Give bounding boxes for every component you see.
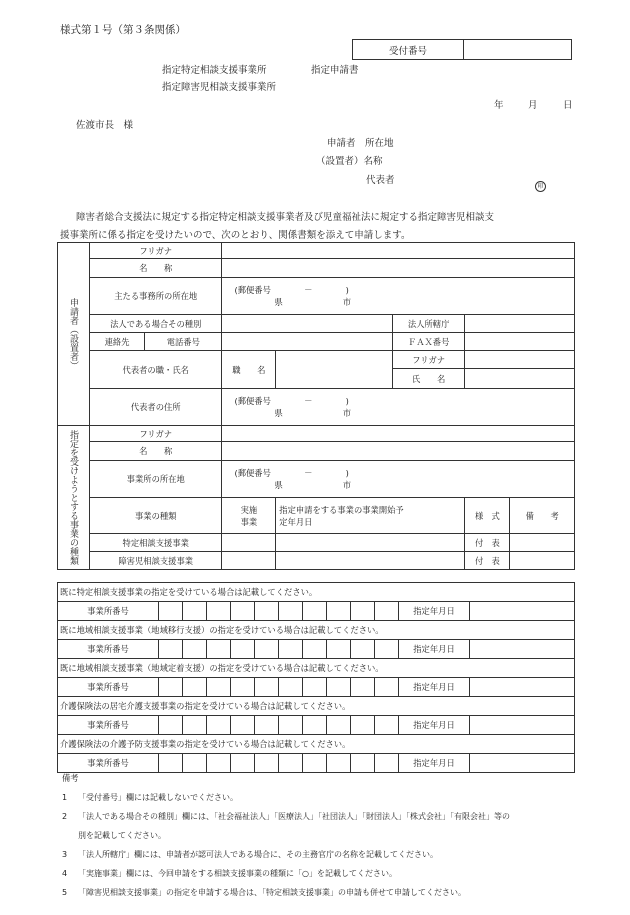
telephone-label: 電話番号	[145, 333, 222, 351]
office-number-digit[interactable]	[327, 754, 351, 773]
biz-furigana-label: フリガナ	[89, 426, 221, 442]
note-number: 5	[62, 888, 68, 897]
office-number-digit[interactable]	[159, 602, 183, 621]
office-number-digit[interactable]	[351, 678, 375, 697]
note-item	[62, 830, 582, 849]
designation-date-label: 指定年月日	[399, 716, 470, 735]
office-number-digit[interactable]	[231, 754, 255, 773]
rep-furigana-field[interactable]	[465, 351, 575, 369]
prior-designation-table	[57, 582, 575, 621]
office-number-digit[interactable]	[207, 678, 231, 697]
office-number-digit[interactable]	[159, 640, 183, 659]
telephone-field[interactable]	[222, 333, 392, 351]
applicant-section-label: 申請者（設置者）	[58, 243, 90, 426]
office-number-digit[interactable]	[183, 754, 207, 773]
office-number-digit[interactable]	[303, 602, 327, 621]
office-number-digit[interactable]	[159, 754, 183, 773]
office-number-digit[interactable]	[183, 716, 207, 735]
biz-furigana-field[interactable]	[222, 426, 575, 442]
biz-address-label: 事業所の所在地	[89, 461, 221, 498]
founder-name-label: （設置者）名称	[316, 156, 383, 167]
prior-designation-table	[57, 734, 575, 773]
contact-label: 連絡先	[89, 333, 144, 351]
prior-designation-table	[57, 620, 575, 659]
office-number-digit[interactable]	[183, 640, 207, 659]
designation-date-label: 指定年月日	[399, 754, 470, 773]
office-number-digit[interactable]	[207, 602, 231, 621]
note-number: 2	[62, 812, 68, 821]
row-specific-consultation: 特定相談支援事業	[89, 534, 221, 552]
seal-mark: 印	[535, 173, 546, 192]
office-number-digit[interactable]	[279, 716, 303, 735]
office-number-digit[interactable]	[303, 678, 327, 697]
note-text: 別を記載してください。	[78, 831, 166, 840]
designation-date-label: 指定年月日	[399, 678, 470, 697]
remarks-header: 備 考	[510, 498, 575, 534]
remarks-field-1[interactable]	[510, 534, 575, 552]
designation-date-field[interactable]	[470, 640, 575, 659]
rep-name-label: 氏 名	[392, 369, 465, 389]
application-form-table	[57, 242, 575, 570]
receipt-number-field[interactable]	[464, 40, 572, 60]
office-number-digit[interactable]	[231, 640, 255, 659]
prior-designation-heading: 介護保険法の居宅介護支援事業の指定を受けている場合は記載してください。	[58, 697, 575, 716]
representative-label: 代表者	[366, 175, 395, 186]
office-number-digit[interactable]	[231, 716, 255, 735]
start-date-field-2[interactable]	[276, 552, 465, 570]
corporation-agency-label: 法人所轄庁	[392, 315, 465, 333]
office-number-digit[interactable]	[327, 716, 351, 735]
note-item	[62, 849, 582, 868]
designation-date-label: 指定年月日	[399, 602, 470, 621]
office-address-field[interactable]: (郵便番号 － ) 県 市	[222, 278, 575, 315]
office-number-digit[interactable]	[375, 678, 399, 697]
office-number-digit[interactable]	[183, 602, 207, 621]
prior-designation-heading: 既に特定相談支援事業の指定を受けている場合は記載してください。	[58, 583, 575, 602]
office-number-digit[interactable]	[255, 640, 279, 659]
office-number-digit[interactable]	[207, 640, 231, 659]
date-year: 年	[494, 100, 504, 111]
date-day: 日	[563, 100, 573, 111]
designation-date-field[interactable]	[470, 716, 575, 735]
title-line-1a: 指定特定相談支援事業所	[162, 65, 267, 76]
office-number-digit[interactable]	[231, 602, 255, 621]
note-item	[62, 811, 582, 830]
office-number-digit[interactable]	[327, 640, 351, 659]
office-number-digit[interactable]	[207, 716, 231, 735]
biz-name-field[interactable]	[222, 442, 575, 461]
intro-line-2: 援事業所に係る指定を受けたいので、次のとおり、関係書類を添えて申請します。	[60, 230, 411, 241]
name-label: 名 称	[89, 259, 221, 278]
notes-list	[62, 792, 582, 906]
office-number-label: 事業所番号	[58, 640, 159, 659]
corporation-agency-field[interactable]	[465, 315, 575, 333]
office-number-digit[interactable]	[303, 754, 327, 773]
furigana-field[interactable]	[222, 243, 575, 259]
office-number-digit[interactable]	[303, 640, 327, 659]
office-number-digit[interactable]	[255, 678, 279, 697]
office-number-digit[interactable]	[255, 602, 279, 621]
intro-line-1: 障害者総合支援法に規定する指定特定相談支援事業者及び児童福祉法に規定する指定障害児相談支	[76, 212, 495, 223]
office-number-digit[interactable]	[351, 602, 375, 621]
office-number-digit[interactable]	[159, 678, 183, 697]
impl-field-1[interactable]	[222, 534, 276, 552]
furigana-label: フリガナ	[89, 243, 221, 259]
prior-designation-block	[57, 583, 575, 773]
note-item	[62, 868, 582, 887]
designation-date-field[interactable]	[470, 754, 575, 773]
office-number-digit[interactable]	[231, 678, 255, 697]
office-number-digit[interactable]	[159, 716, 183, 735]
office-number-digit[interactable]	[207, 754, 231, 773]
note-item	[62, 887, 582, 906]
note-item	[62, 792, 582, 811]
note-number: 1	[62, 793, 68, 802]
rep-title-name-label: 代表者の職・氏名	[89, 351, 221, 389]
style-header: 様 式	[465, 498, 510, 534]
office-number-digit[interactable]	[351, 640, 375, 659]
office-number-label: 事業所番号	[58, 754, 159, 773]
note-text: 「法人所轄庁」欄には、申請者が認可法人である場合に、その主務官庁の名称を記載してください。	[78, 850, 438, 859]
biz-address-field[interactable]: (郵便番号 － ) 県 市	[222, 461, 575, 498]
office-number-digit[interactable]	[375, 754, 399, 773]
row-child-consultation: 障害児相談支援事業	[89, 552, 221, 570]
rep-address-field[interactable]: (郵便番号 － ) 県 市	[222, 389, 575, 426]
remarks-field-2[interactable]	[510, 552, 575, 570]
impl-field-2[interactable]	[222, 552, 276, 570]
start-date-field-1[interactable]	[276, 534, 465, 552]
rep-name-field[interactable]	[465, 369, 575, 389]
corporation-type-label: 法人である場合その種別	[89, 315, 221, 333]
name-field[interactable]	[222, 259, 575, 278]
office-number-digit[interactable]	[279, 640, 303, 659]
note-text: 「障害児相談支援事業」の指定を申請する場合は、「特定相談支援事業」の申請も併せて申請してください。	[78, 888, 466, 897]
rep-address-label: 代表者の住所	[89, 389, 221, 426]
receipt-number-box	[352, 39, 572, 60]
prior-designation-heading: 既に地域相談支援事業（地域定着支援）の指定を受けている場合は記載してください。	[58, 659, 575, 678]
attachment-1: 付 表	[465, 534, 510, 552]
office-number-digit[interactable]	[279, 602, 303, 621]
title-line-2: 指定障害児相談支援事業所	[162, 82, 277, 93]
receipt-number-label: 受付番号	[353, 40, 464, 60]
prior-designation-table	[57, 658, 575, 697]
note-text: 「法人である場合その種別」欄には、「社会福祉法人」「医療法人」「社団法人」「財団法人」「株式会社」「有限会社」等の	[78, 812, 510, 821]
implementation-header: 実施 事業	[222, 498, 276, 534]
start-date-header: 指定申請をする事業の事業開始予 定年月日	[276, 498, 465, 534]
form-number: 様式第１号（第３条関係）	[60, 24, 186, 36]
prior-designation-heading: 既に地域相談支援事業（地域移行支援）の指定を受けている場合は記載してください。	[58, 621, 575, 640]
office-number-digit[interactable]	[279, 754, 303, 773]
addressee: 佐渡市長 様	[76, 120, 134, 131]
fax-field[interactable]	[465, 333, 575, 351]
office-number-digit[interactable]	[255, 716, 279, 735]
office-number-digit[interactable]	[255, 754, 279, 773]
office-address-label: 主たる事務所の所在地	[89, 278, 221, 315]
office-number-digit[interactable]	[279, 678, 303, 697]
fax-label: ＦＡＸ番号	[392, 333, 465, 351]
designation-date-label: 指定年月日	[399, 640, 470, 659]
note-number: 3	[62, 850, 68, 859]
office-number-label: 事業所番号	[58, 716, 159, 735]
office-number-digit[interactable]	[351, 754, 375, 773]
note-text: 「受付番号」欄には記載しないでください。	[78, 793, 238, 802]
office-number-digit[interactable]	[351, 716, 375, 735]
attachment-2: 付 表	[465, 552, 510, 570]
job-title-field[interactable]	[276, 351, 393, 389]
office-number-digit[interactable]	[303, 716, 327, 735]
office-number-digit[interactable]	[327, 602, 351, 621]
notes-title: 備考	[62, 773, 79, 783]
office-number-label: 事業所番号	[58, 678, 159, 697]
applicant-address-label: 申請者 所在地	[327, 138, 394, 149]
job-title-label: 職 名	[222, 351, 276, 389]
title-line-1b: 指定申請書	[311, 65, 359, 76]
date-month: 月	[528, 100, 538, 111]
office-number-digit[interactable]	[183, 678, 207, 697]
office-number-label: 事業所番号	[58, 602, 159, 621]
prior-designation-table	[57, 696, 575, 735]
designation-date-field[interactable]	[470, 678, 575, 697]
corporation-type-field[interactable]	[222, 315, 392, 333]
office-number-digit[interactable]	[375, 640, 399, 659]
note-text: 「実施事業」欄には、今回申請をする相談支援事業の種類に「○」を記載してください。	[78, 869, 397, 878]
designation-date-field[interactable]	[470, 602, 575, 621]
business-type-section-label: 指定を受けようとする事業の種類	[58, 426, 90, 570]
prior-designation-heading: 介護保険法の介護予防支援事業の指定を受けている場合は記載してください。	[58, 735, 575, 754]
office-number-digit[interactable]	[327, 678, 351, 697]
business-kind-header: 事業の種類	[89, 498, 221, 534]
biz-name-label: 名 称	[89, 442, 221, 461]
rep-furigana-label: フリガナ	[392, 351, 465, 369]
note-number: 4	[62, 869, 68, 878]
office-number-digit[interactable]	[375, 716, 399, 735]
office-number-digit[interactable]	[375, 602, 399, 621]
